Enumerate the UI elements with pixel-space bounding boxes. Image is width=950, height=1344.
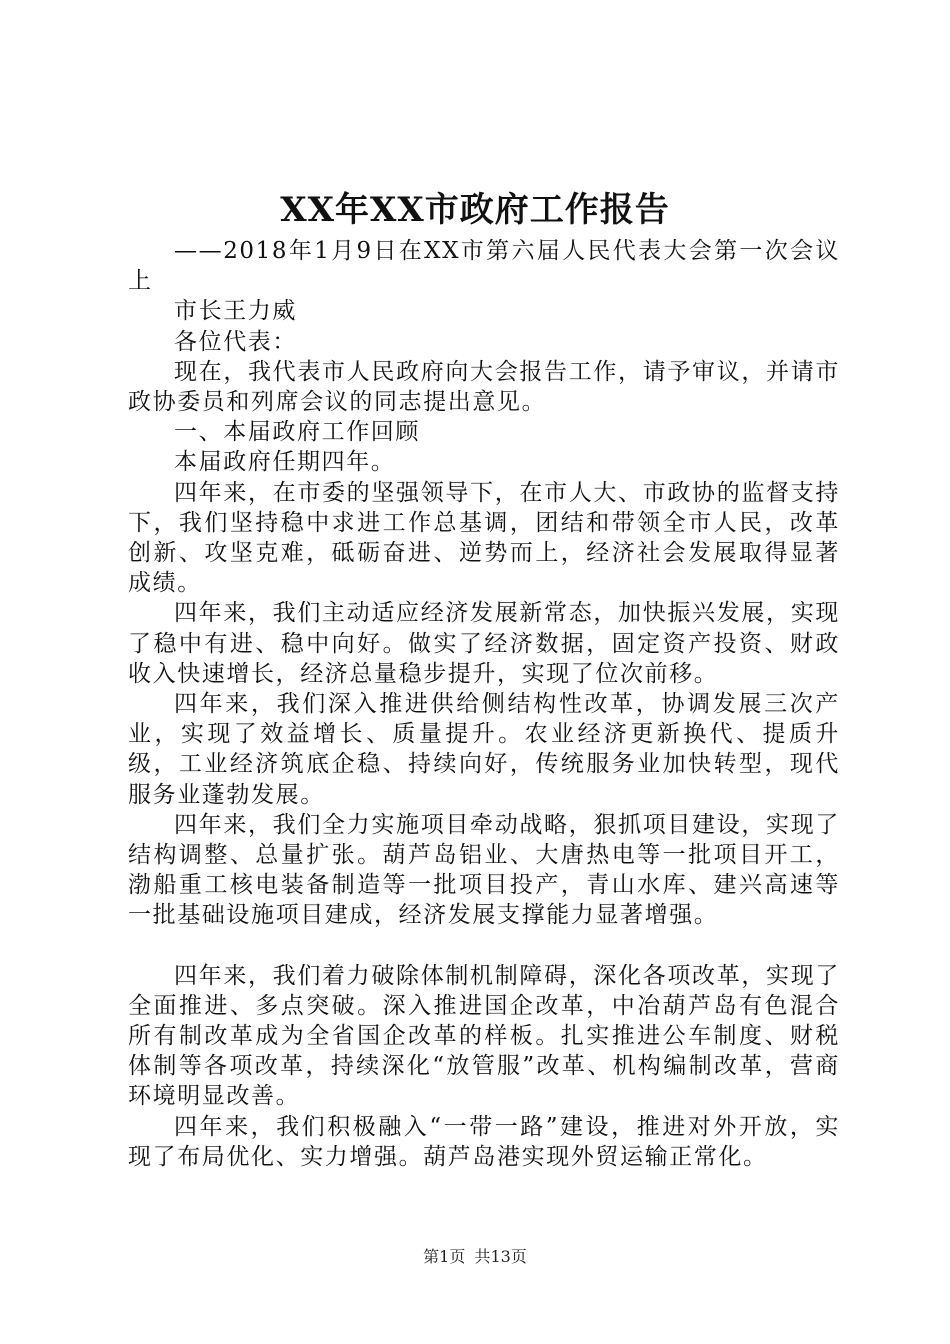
body-paragraph: 现在，我代表市人民政府向大会报告工作，请予审议，并请市政协委员和列席会议的同志提出意见。 [128,358,840,416]
body-paragraph: 四年来，在市委的坚强领导下，在市人大、市政协的监督支持下，我们坚持稳中求进工作总基调，团结和带领全市人民，改革创新、攻坚克难，砥砺奋进、逆势而上，经济社会发展取得显著成绩。 [128,479,840,597]
body-paragraph: 四年来，我们积极融入“一带一路”建设，推进对外开放，实现了布局优化、实力增强。葫芦岛港实现外贸运输正常化。 [128,1113,840,1170]
page-number: 第1页 [423,1247,466,1266]
speaker-line: 市长王力威 [174,298,297,325]
subtitle-paragraph: ——2018年1月9日在XX市第六届人民代表大会第一次会议上 [128,238,840,295]
body-paragraph: 四年来，我们全力实施项目牵动战略，狠抓项目建设，实现了结构调整、总量扩张。葫芦岛铝业、大唐热电等一批项目开工，渤船重工核电装备制造等一批项目投产，青山水库、建兴高速等一批基础设施项目建成，经济发展支撑能力显著增强。 [128,811,840,929]
body-paragraph: 四年来，我们着力破除体制机制障碍，深化各项改革，实现了全面推进、多点突破。深入推进国企改革，中冶葫芦岛有色混合所有制改革成为全省国企改革的样板。扎实推进公车制度、财税体制等各项改革，持续深化“放管服”改革、机构编制改革，营商环境明显改善。 [128,962,840,1110]
body-paragraph: 四年来，我们主动适应经济发展新常态，加快振兴发展，实现了稳中有进、稳中向好。做实了经济数据，固定资产投资、财政收入快速增长，经济总量稳步提升，实现了位次前移。 [128,600,840,687]
document-body [128,236,840,1172]
page-total: 共13页 [474,1247,527,1266]
document-title: XX年XX市政府工作报告 [280,190,670,230]
section-heading: 一、本届政府工作回顾 [174,419,420,446]
salutation-line: 各位代表： [174,328,297,355]
body-paragraph: 本届政府任期四年。 [174,449,396,476]
body-paragraph: 四年来，我们深入推进供给侧结构性改革，协调发展三次产业，实现了效益增长、质量提升。农业经济更新换代、提质升级，工业经济筑底企稳、持续向好，传统服务业加快转型，现代服务业蓬勃发展。 [128,691,840,808]
page-footer [0,1244,950,1267]
